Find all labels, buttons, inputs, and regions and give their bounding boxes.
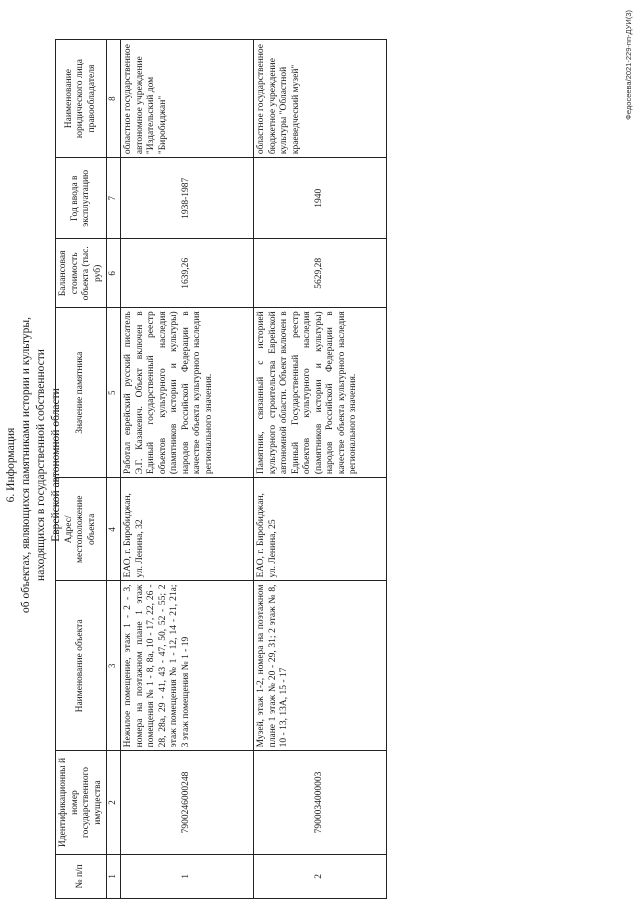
table-header-row xyxy=(56,40,107,899)
rights-holder: областное государственное бюджетное учреждение культуры "Областной краеведческий музей" xyxy=(254,40,387,158)
row-number: 1 xyxy=(121,854,254,898)
object-name: Музей, этаж 1-2, номера на поэтажном плане 1 этаж № 20 - 29, 31; 2 этаж № 8, 10 - 13, 13А, 15 - 17 xyxy=(254,581,387,751)
table-row xyxy=(121,40,254,899)
property-id: 7900034000003 xyxy=(254,751,387,854)
column-number: 7 xyxy=(107,158,121,239)
column-header: Значение памятника xyxy=(56,308,107,478)
column-number-row xyxy=(107,40,121,899)
column-number: 8 xyxy=(107,40,121,158)
rights-holder: областное государственное автономное учреждение "Издательский дом "Биробиджан" xyxy=(121,40,254,158)
table-row xyxy=(254,40,387,899)
column-header: Балансовая стоимость объекта (тыс. руб) xyxy=(56,239,107,308)
balance-value: 5629,28 xyxy=(254,239,387,308)
column-number: 6 xyxy=(107,239,121,308)
heading-line-2: об объектах, являющихся памятниками истории и культуры, xyxy=(20,317,32,613)
heading-line-4: Еврейской автономной области xyxy=(50,388,62,542)
column-header: Идентификационны й номер государственного имущества xyxy=(56,751,107,854)
column-number: 3 xyxy=(107,581,121,751)
commission-year: 1940 xyxy=(254,158,387,239)
heading-line-3: находящихся в государственной собственности xyxy=(35,349,47,581)
monument-significance: Работал еврейский русский писатель Э.Г. Казакевич. Объект включен в Единый государственный реестр объектов культурного наследия (памятников истории и культуры) народов Российской Федерации в качестве объекта культурного наследия регионального значения. xyxy=(121,308,254,478)
column-number: 2 xyxy=(107,751,121,854)
column-header: Адрес/ местоположение объекта xyxy=(56,478,107,581)
commission-year: 1938-1987 xyxy=(121,158,254,239)
column-number: 5 xyxy=(107,308,121,478)
column-header: № п/п xyxy=(56,854,107,898)
object-name: Нежилое помещение, этаж 1 - 2 - 3, номера на поэтажном плане 1 этаж помещения № 1 - 8, 8а, 10 - 17, 22, 26 - 28, 28а, 29 - 41, 43 - 47, 50, 52 - 55; 2 этаж помещения № 1 - 12, 14 - 21, 21а; 3 этаж помещения № 1 - 19 xyxy=(121,581,254,751)
balance-value: 1639,26 xyxy=(121,239,254,308)
heading-line-1: 6. Информация xyxy=(5,427,17,503)
column-number: 4 xyxy=(107,478,121,581)
object-address: ЕАО, г. Биробиджан, ул. Ленина, 25 xyxy=(254,478,387,581)
monuments-table xyxy=(55,39,387,899)
column-header: Наименование юридического лица правообладателя xyxy=(56,40,107,158)
property-id: 7900246000248 xyxy=(121,751,254,854)
object-address: ЕАО, г. Биробиджан, ул. Ленина, 32 xyxy=(121,478,254,581)
row-number: 2 xyxy=(254,854,387,898)
monument-significance: Памятник, связанный с историей культурного строительства Еврейской автономной области. Объект включен в Единый Государственный реестр объектов культурного наследия (памятников истории и культуры) народов Российской Федерации в качестве объекта культурного наследия регионального значения. xyxy=(254,308,387,478)
column-header: Наименование объекта xyxy=(56,581,107,751)
column-header: Год ввода в эксплуатацию xyxy=(56,158,107,239)
column-number: 1 xyxy=(107,854,121,898)
document-footer-code: Федосеева/2021-229-пп-ДУИ(3) xyxy=(624,10,633,120)
